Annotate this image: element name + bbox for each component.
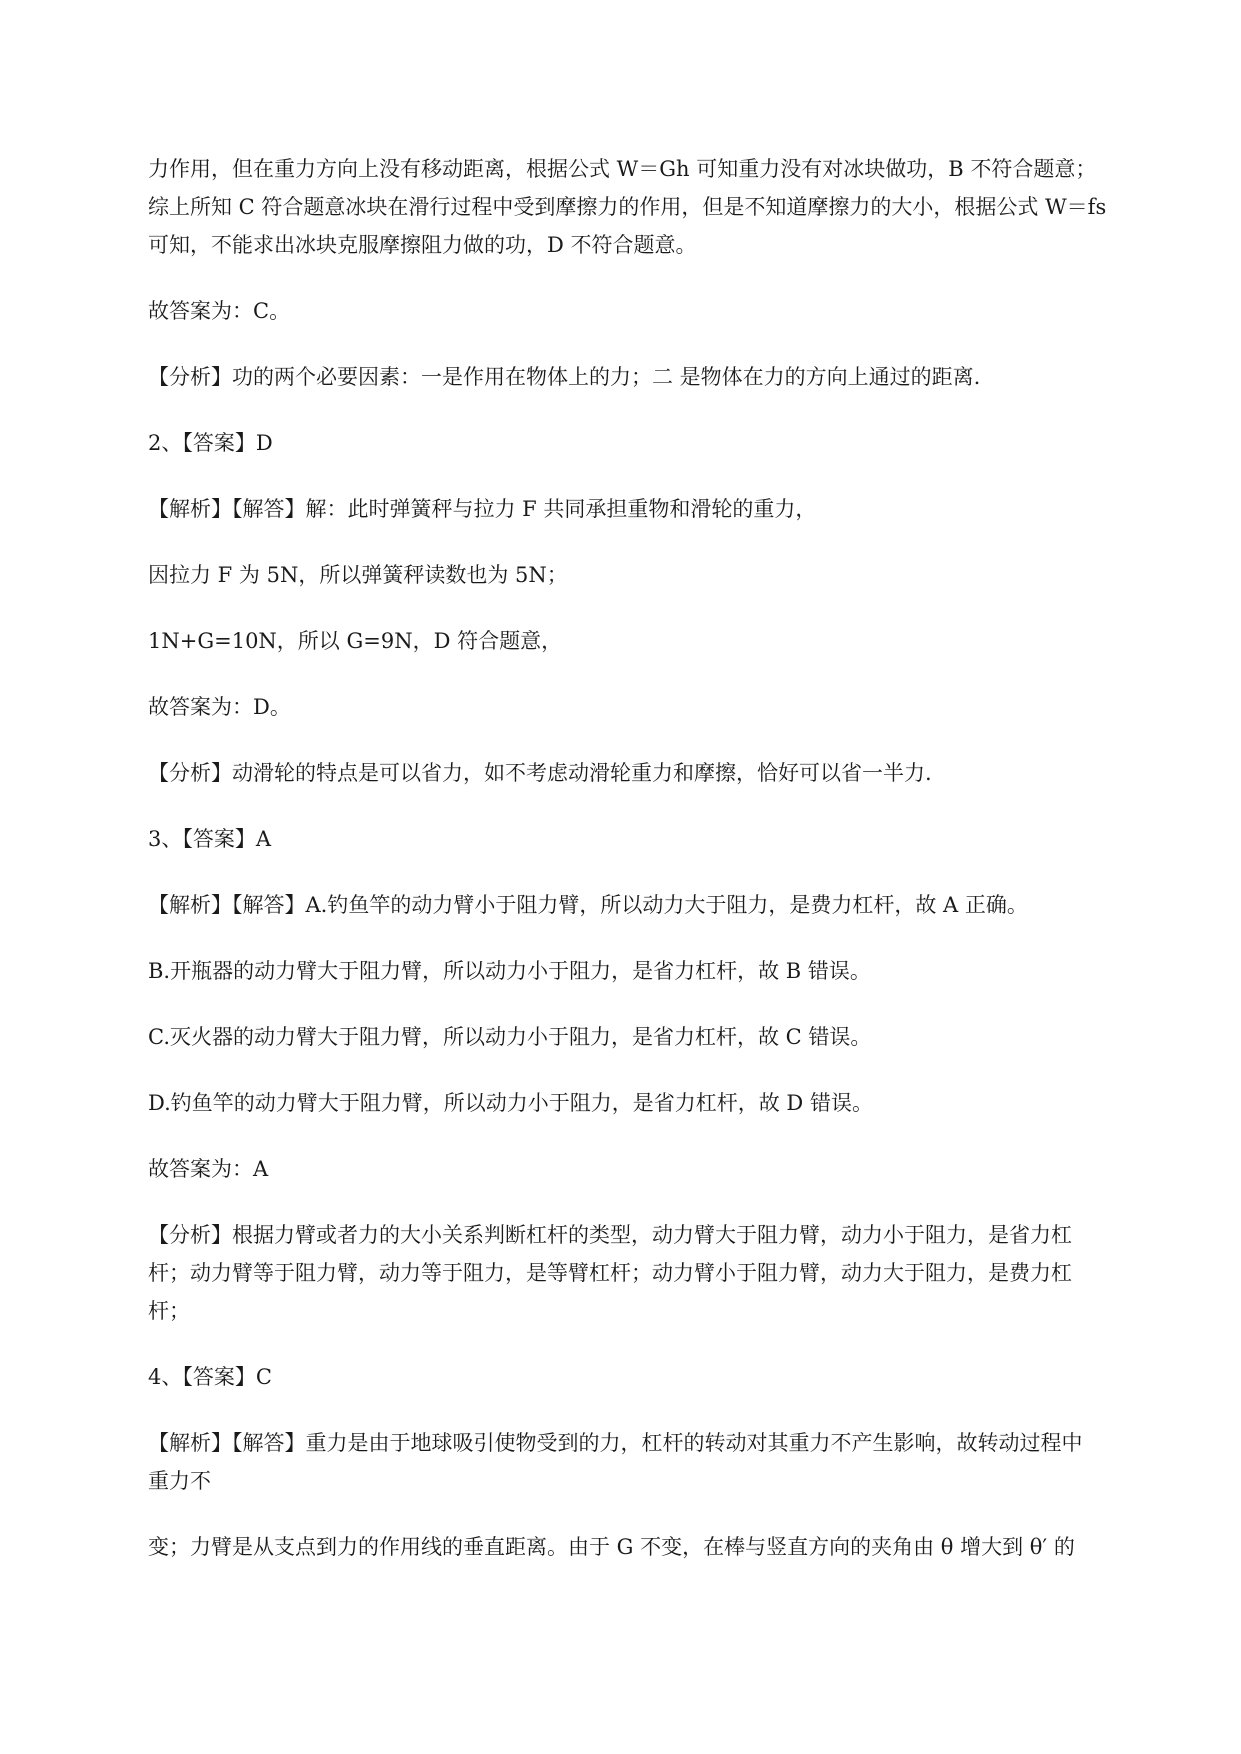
solution-line: 因拉力 F 为 5N，所以弹簧秤读数也为 5N； [148,563,568,587]
solution-line: 1N+G=10N，所以 G=9N，D 符合题意， [148,629,563,653]
solution-line: 【解析】【解答】解：此时弹簧秤与拉力 F 共同承担重物和滑轮的重力， [148,497,817,521]
solution-line: 【解析】【解答】重力是由于地球吸引使物受到的力，杠杆的转动对其重力不产生影响，故转动过程中 [148,1431,1083,1455]
answer-line: 故答案为：A [148,1157,269,1181]
solution-line: D.钓鱼竿的动力臂大于阻力臂，所以动力小于阻力，是省力杠杆，故 D 错误。 [148,1091,873,1115]
question-heading: 2、【答案】D [148,431,273,455]
analysis-line: 【分析】功的两个必要因素：一是作用在物体上的力；二 是物体在力的方向上通过的距离. [148,365,981,389]
solution-line: 重力不 [148,1469,211,1493]
analysis-line: 【分析】根据力臂或者力的大小关系判断杠杆的类型，动力臂大于阻力臂，动力小于阻力，是省力杠 [148,1223,1072,1247]
answer-line: 故答案为：C。 [148,299,291,323]
analysis-line: 【分析】动滑轮的特点是可以省力，如不考虑动滑轮重力和摩擦，恰好可以省一半力. [148,761,932,785]
paragraph-line: 力作用，但在重力方向上没有移动距离，根据公式 W＝Gh 可知重力没有对冰块做功，B 不符合题意； [148,157,1097,181]
document-page [148,150,1148,1566]
question-heading: 3、【答案】A [148,827,272,851]
answer-line: 故答案为：D。 [148,695,291,719]
solution-line: 【解析】【解答】A.钓鱼竿的动力臂小于阻力臂，所以动力大于阻力，是费力杠杆，故 A 正确。 [148,893,1028,917]
question-heading: 4、【答案】C [148,1365,272,1389]
solution-line: B.开瓶器的动力臂大于阻力臂，所以动力小于阻力，是省力杠杆，故 B 错误。 [148,959,871,983]
paragraph-line: 综上所知 C 符合题意冰块在滑行过程中受到摩擦力的作用，但是不知道摩擦力的大小，根据公式 W＝fs [148,195,1107,219]
analysis-line: 杆；动力臂等于阻力臂，动力等于阻力，是等臂杠杆；动力臂小于阻力臂，动力大于阻力，是费力杠 [148,1261,1072,1285]
paragraph-line: 可知，不能求出冰块克服摩擦阻力做的功，D 不符合题意。 [148,233,697,257]
solution-line: 变；力臂是从支点到力的作用线的垂直距离。由于 G 不变，在棒与竖直方向的夹角由 θ 增大到 θ′ 的 [148,1535,1075,1559]
analysis-line: 杆； [148,1299,190,1323]
solution-line: C.灭火器的动力臂大于阻力臂，所以动力小于阻力，是省力杠杆，故 C 错误。 [148,1025,872,1049]
